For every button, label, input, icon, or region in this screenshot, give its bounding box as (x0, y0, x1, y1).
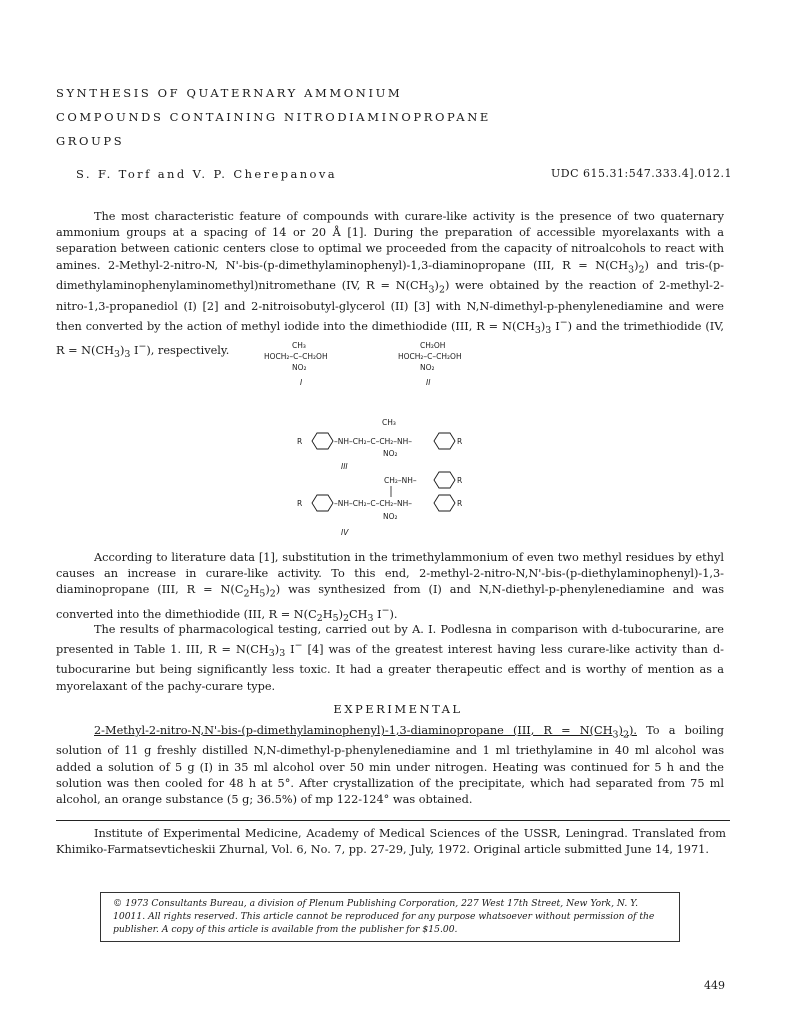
structure-IV-R-top: R (457, 476, 463, 485)
structure-IV-R-left: R (297, 499, 303, 508)
literature-paragraph: According to literature data [1], substitution in the trimethylammonium of even two methyl residues by ethyl causes an increase in curare-like activity. To this end, 2-methyl-2-nitro-N,N'-bis-(p-diethylaminophenyl)-1,3-diaminopropane (III, $R = N(C_2H_5)_2$) was synthesized from (I) and N,N-diethyl-p-phenylenediamine and was converted into the dimethiodide (III, $R = N(C_2H_5)_2CH_3$ I−). (56, 551, 724, 624)
structure-II-nitro: NO₂ (420, 363, 435, 372)
footer-divider (56, 820, 730, 821)
structure-I-chain: HOCH₂–C–CH₂OH (264, 352, 328, 361)
structure-III-methyl: CH₃ (382, 418, 396, 427)
structure-IV-nitro: NO₂ (383, 512, 398, 521)
paper-title-line-3: GROUPS (56, 134, 125, 148)
page-number: 449 (704, 979, 725, 992)
experimental-paragraph: 2-Methyl-2-nitro-N,N'-bis-(p-dimethylaminophenyl)-1,3-diaminopropane (III, $R = N(CH_3)_2$). To a boiling solution of 11 g freshly distilled N,N-dimethyl-p-phenylenediamine and 1 ml triethylamine in 40 ml alcohol was added a solution of 5 g (I) in 35 ml alcohol over 50 min under nitrogen. Heating was continued for 5 h and the solution was then cooled for 48 h at 5°. After crystallization of the precipitate, which had separated from 75 ml alcohol, an orange substance (5 g; 36.5%) of mp 122-124° was obtained. (56, 724, 724, 807)
benzene-ring-icon (434, 495, 455, 511)
structure-II-hydroxymethyl: CH₂OH (420, 341, 446, 350)
structure-I-nitro: NO₂ (292, 363, 307, 372)
structure-IV-label: IV (341, 528, 349, 537)
intro-paragraph: The most characteristic feature of compounds with curare-like activity is the presence of two quaternary ammonium groups at a spacing of 14 or 20 Å [1]. During the preparation of accessible myorelaxants with a separation between cationic centers close to optimal we proceeded from the capacity of nitroalcohols to react with amines. 2-Methyl-2-nitro-N, N'-bis-(p-dimethylaminophenyl)-1,3-diaminopropane (III, $R = N(CH_3)_2$) and tris-(p-dimethylaminophenylaminomethyl)nitromethane (IV, $R = N(CH_3)_2$) were obtained by the reaction of 2-methyl-2-nitro-1,3-propanediol (I) [2] and 2-nitroisobutyl-glycerol (II) [3] with N,N-dimethyl-p-phenylenediamine and were then converted by the action of methyl iodide into the dimethiodide (III, $R = N(CH_3)_3$ I−) and the trimethiodide (IV, $R = N(CH_3)_3$ I−), respectively. (56, 210, 724, 360)
structure-I-methyl: CH₃ (292, 341, 306, 350)
structure-IV-branch: CH₂–NH– (384, 476, 417, 485)
structure-III-R-right: R (457, 437, 463, 446)
benzene-ring-icon (434, 433, 455, 449)
structure-II-chain: HOCH₂–C–CH₂OH (398, 352, 462, 361)
structure-III-chain: –NH–CH₂–C–CH₂–NH– (334, 437, 413, 446)
chemical-structures-figure (250, 338, 550, 553)
paper-title-line-2: COMPOUNDS CONTAINING NITRODIAMINOPROPANE (56, 110, 491, 124)
structure-I-label: I (300, 378, 303, 387)
udc-code: UDC 615.31:547.333.4].012.1 (551, 167, 732, 180)
structure-III-nitro: NO₂ (383, 449, 398, 458)
experimental-compound-heading: 2-Methyl-2-nitro-N,N'-bis-(p-dimethylaminophenyl)-1,3-diaminopropane (III, $R = N(CH_3)_2$). (94, 724, 637, 741)
experimental-heading: EXPERIMENTAL (333, 702, 463, 716)
structure-IV-R-right: R (457, 499, 463, 508)
structure-IV-chain: –NH–CH₂–C–CH₂–NH– (334, 499, 413, 508)
copyright-notice-box: © 1973 Consultants Bureau, a division of Plenum Publishing Corporation, 227 West 17th Street, New York, N. Y. 10011. All rights reserved. This article cannot be reproduced for any purpose whatsoever without permission of the publisher. A copy of this article is available from the publisher for $15.00. (100, 892, 680, 942)
affiliation-note: Institute of Experimental Medicine, Academy of Medical Sciences of the USSR, Leningrad. Translated from Khimiko-Farmatsevticheskii Zhurnal, Vol. 6, No. 7, pp. 27-29, July, 1972. Original article submitted June 14, 1971. (56, 827, 726, 856)
structure-III-label: III (341, 462, 348, 471)
authors: S. F. Torf and V. P. Cherepanova (76, 167, 338, 181)
paper-title-line-1: SYNTHESIS OF QUATERNARY AMMONIUM (56, 86, 403, 100)
benzene-ring-icon (312, 433, 333, 449)
pharmacology-paragraph: The results of pharmacological testing, carried out by A. I. Podlesna in comparison with d-tubocurarine, are presented in Table 1. III, $R = N(CH_3)_3$ I− [4] was of the greatest interest having less curare-like activity than d-tubocurarine but being significantly less toxic. It had a greater therapeutic effect and is worthy of mention as a myorelaxant of the pachy-curare type. (56, 623, 724, 693)
benzene-ring-icon (434, 472, 455, 488)
benzene-ring-icon (312, 495, 333, 511)
structure-III-R-left: R (297, 437, 303, 446)
structure-II-label: II (426, 378, 431, 387)
